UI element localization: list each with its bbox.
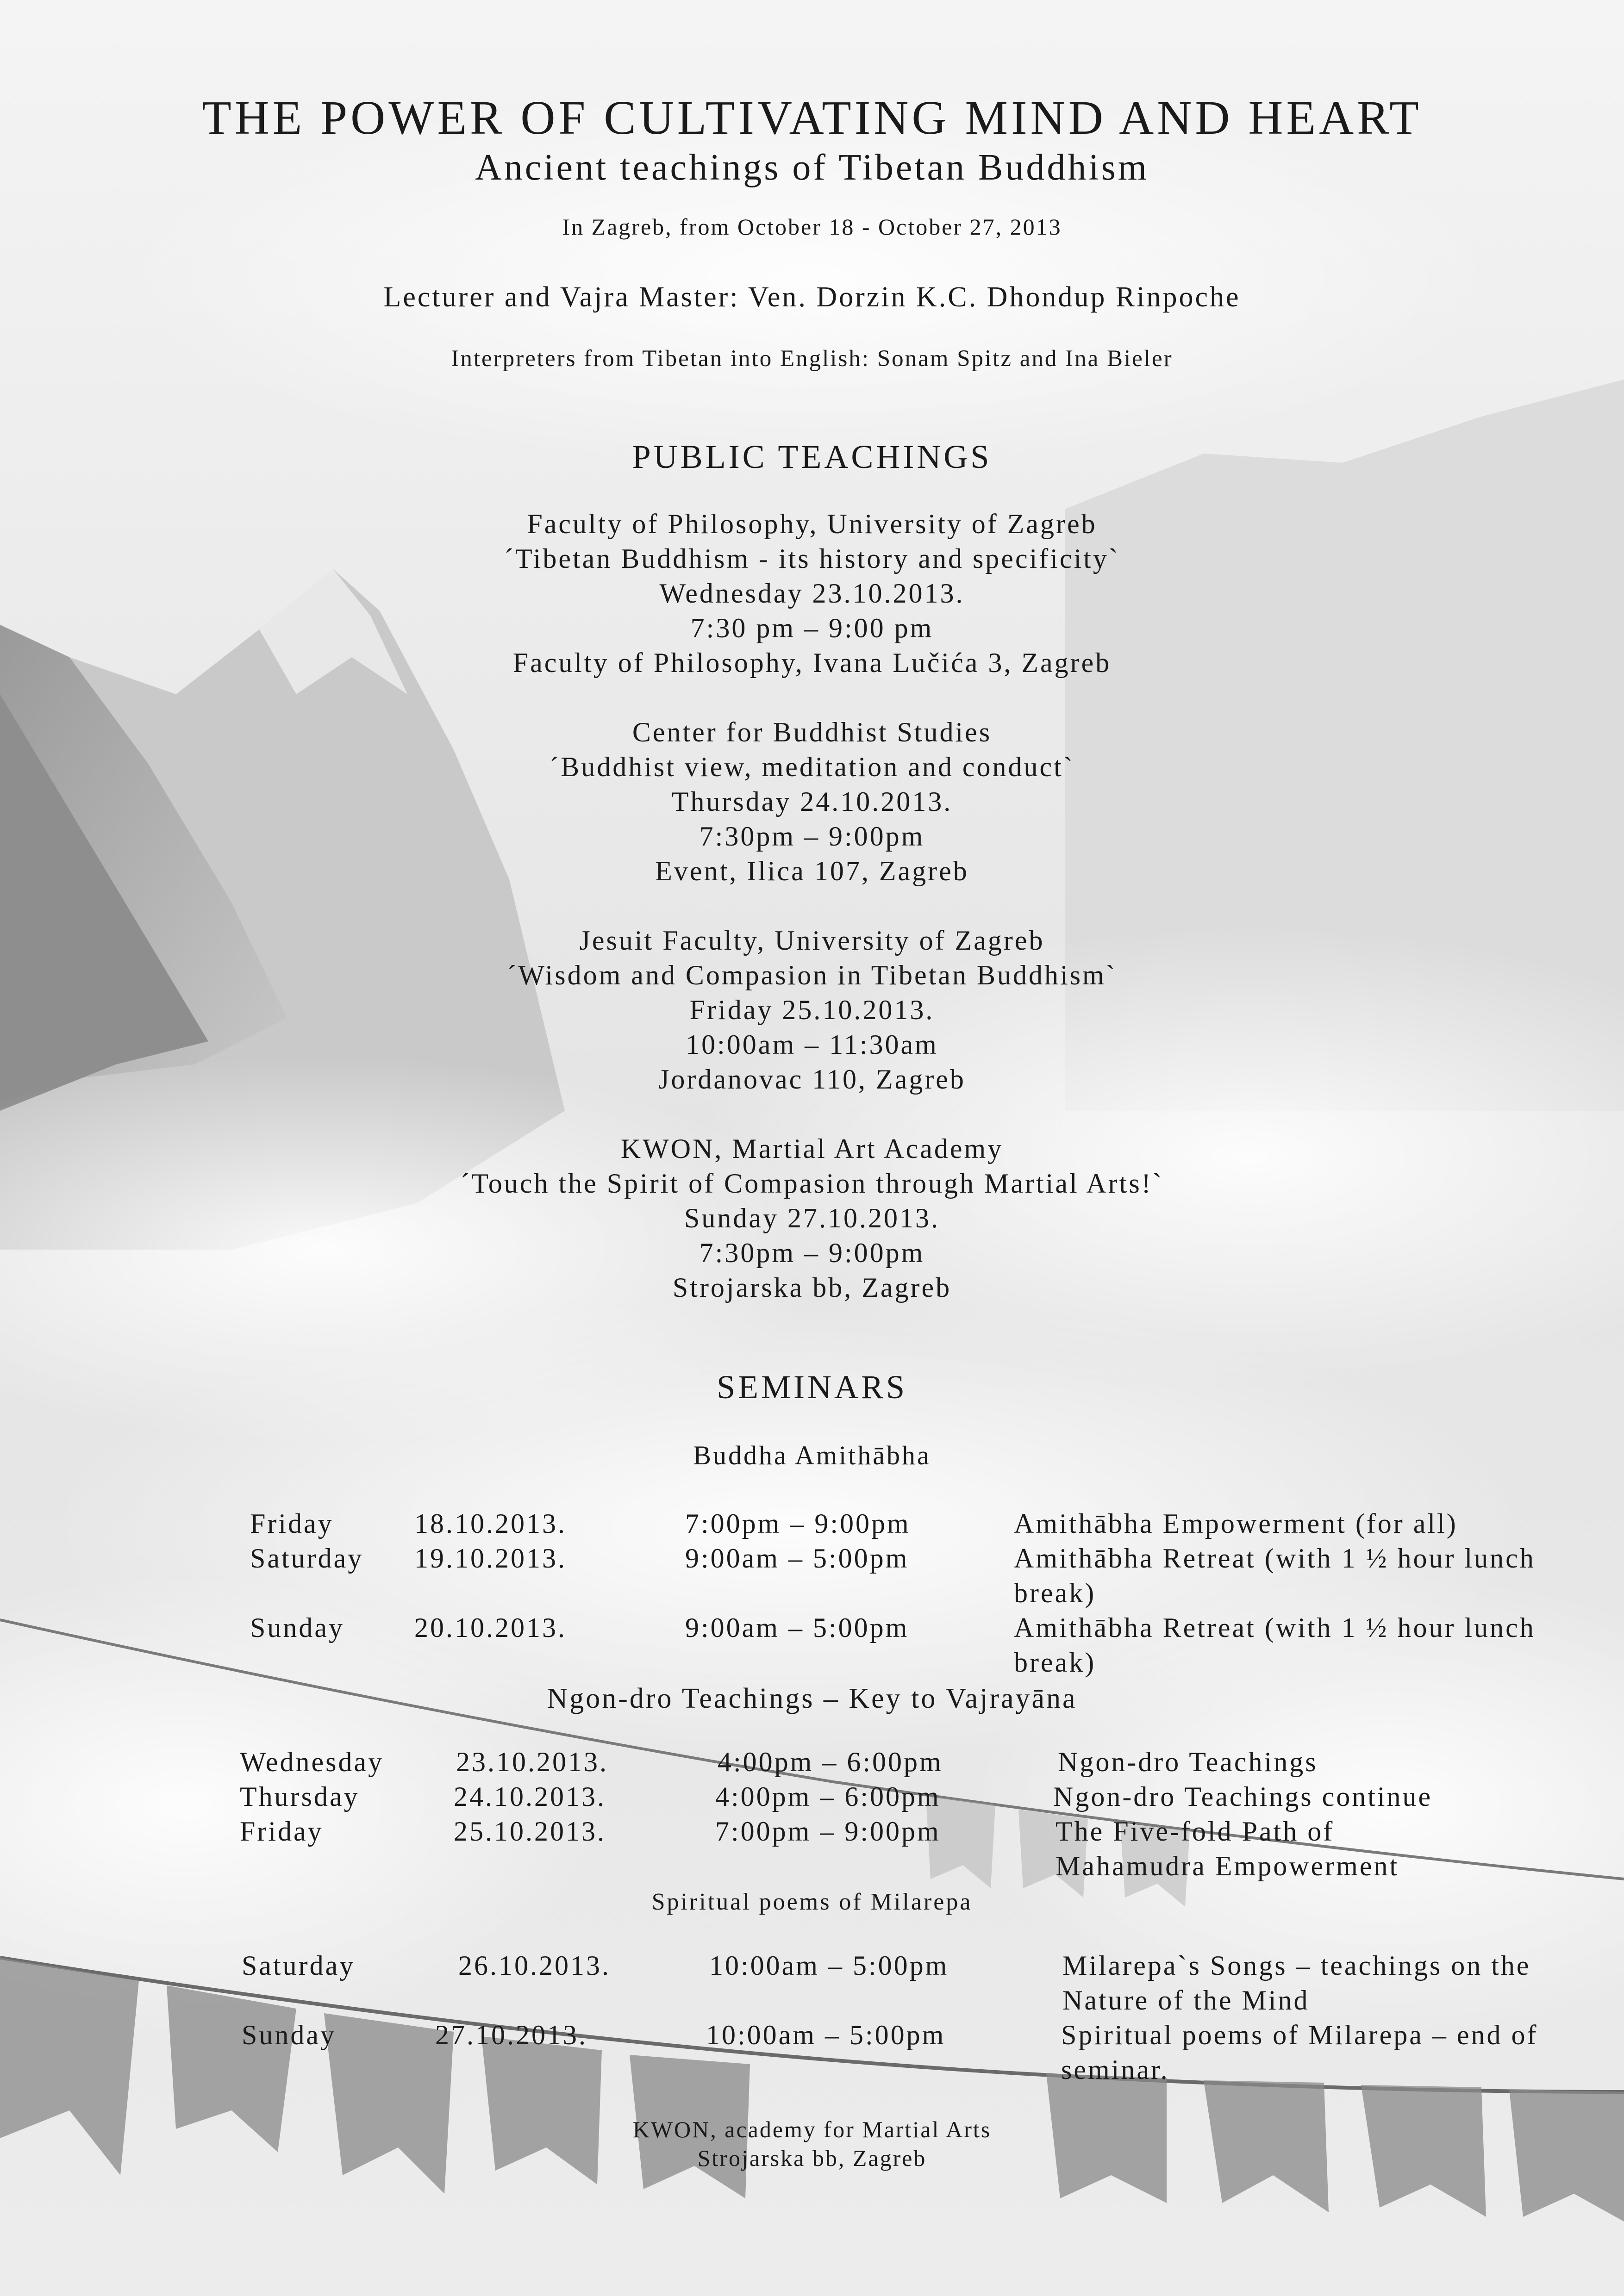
venue-topic: ´Wisdom and Compasion in Tibetan Buddhism` <box>507 960 1117 990</box>
event-dates: In Zagreb, from October 18 - October 27, 2013 <box>562 214 1062 240</box>
schedule-date: 23.10.2013. <box>456 1747 608 1777</box>
venue-topic: ´Buddhist view, meditation and conduct` <box>550 752 1074 782</box>
schedule-day: Saturday <box>242 1950 356 1981</box>
venue-date: Thursday 24.10.2013. <box>671 786 953 817</box>
schedule-topic: Amithābha Empowerment (for all) <box>1014 1508 1458 1539</box>
schedule-date: 26.10.2013. <box>458 1950 611 1981</box>
schedule-day: Wednesday <box>240 1747 384 1777</box>
venue-date: Sunday 27.10.2013. <box>684 1203 940 1233</box>
schedule-time: 9:00am – 5:00pm <box>685 1612 909 1643</box>
seminar-group-title: Buddha Amithābha <box>693 1440 931 1470</box>
schedule-time: 9:00am – 5:00pm <box>685 1543 909 1574</box>
schedule-day: Thursday <box>240 1781 360 1812</box>
venue-organizer: KWON, Martial Art Academy <box>620 1133 1004 1164</box>
schedule-date: 19.10.2013. <box>414 1543 567 1574</box>
schedule-date: 27.10.2013. <box>435 2020 587 2050</box>
venue-organizer: Jesuit Faculty, University of Zagreb <box>579 925 1045 956</box>
schedule-topic: Amithābha Retreat (with 1 ½ hour lunch break) <box>1014 1543 1536 1608</box>
schedule-date: 20.10.2013. <box>414 1612 567 1643</box>
footer-line: Strojarska bb, Zagreb <box>697 2145 927 2171</box>
schedule-time: 10:00am – 5:00pm <box>709 1950 949 1981</box>
schedule-time: 4:00pm – 6:00pm <box>718 1747 943 1777</box>
schedule-day: Sunday <box>250 1612 344 1643</box>
venue-block <box>0 1132 1624 1305</box>
venue-time: 7:30 pm – 9:00 pm <box>690 613 934 643</box>
venue-topic: ´Touch the Spirit of Compasion through Martial Arts!` <box>460 1168 1164 1199</box>
venue-place: Faculty of Philosophy, Ivana Lučića 3, Zagreb <box>512 647 1112 678</box>
schedule-time: 7:00pm – 9:00pm <box>715 1816 941 1847</box>
public-teachings-heading: PUBLIC TEACHINGS <box>632 438 992 475</box>
schedule-topic: Amithābha Retreat (with 1 ½ hour lunch break) <box>1014 1612 1536 1678</box>
schedule-topic: Spiritual poems of Milarepa – end of seminar. <box>1061 2020 1538 2085</box>
schedule-time: 7:00pm – 9:00pm <box>685 1508 911 1539</box>
schedule-day: Friday <box>240 1816 324 1847</box>
venue-place: Strojarska bb, Zagreb <box>672 1272 952 1303</box>
schedule-day: Friday <box>250 1508 334 1539</box>
venue-time: 7:30pm – 9:00pm <box>699 1238 925 1268</box>
venue-organizer: Center for Buddhist Studies <box>632 717 992 747</box>
lecturer-line: Lecturer and Vajra Master: Ven. Dorzin K.C. Dhondup Rinpoche <box>383 281 1241 313</box>
schedule-day: Saturday <box>250 1543 364 1574</box>
page-title: THE POWER OF CULTIVATING MIND AND HEART <box>202 91 1422 144</box>
schedule-topic: The Five-fold Path of Mahamudra Empowerment <box>1056 1816 1399 1881</box>
seminar-group-title: Ngon-dro Teachings – Key to Vajrayāna <box>547 1683 1077 1714</box>
venue-block <box>0 923 1624 1097</box>
schedule-topic: Milarepa`s Songs – teachings on the Nature of the Mind <box>1062 1950 1531 2016</box>
venue-block <box>0 715 1624 889</box>
venue-date: Friday 25.10.2013. <box>689 995 935 1025</box>
schedule-day: Sunday <box>242 2020 336 2050</box>
venue-place: Event, Ilica 107, Zagreb <box>655 856 969 886</box>
schedule-topic: Ngon-dro Teachings <box>1058 1747 1318 1777</box>
venue-time: 7:30pm – 9:00pm <box>699 821 925 852</box>
venue-block <box>0 507 1624 680</box>
footer-venue <box>0 2115 1624 2172</box>
seminar-group-title: Spiritual poems of Milarepa <box>651 1889 973 1915</box>
venue-time: 10:00am – 11:30am <box>686 1029 938 1060</box>
venue-organizer: Faculty of Philosophy, University of Zagreb <box>527 509 1097 539</box>
seminars-heading: SEMINARS <box>716 1369 908 1406</box>
schedule-topic: Ngon-dro Teachings continue <box>1053 1781 1433 1812</box>
venue-topic: ´Tibetan Buddhism - its history and specificity` <box>504 543 1120 574</box>
schedule-date: 25.10.2013. <box>454 1816 606 1847</box>
schedule-time: 4:00pm – 6:00pm <box>715 1781 941 1812</box>
venue-date: Wednesday 23.10.2013. <box>659 578 965 609</box>
schedule-time: 10:00am – 5:00pm <box>706 2020 946 2050</box>
page-subtitle: Ancient teachings of Tibetan Buddhism <box>475 147 1149 188</box>
footer-line: KWON, academy for Martial Arts <box>632 2116 992 2142</box>
interpreters-line: Interpreters from Tibetan into English: Sonam Spitz and Ina Bieler <box>451 346 1173 372</box>
schedule-date: 18.10.2013. <box>414 1508 567 1539</box>
schedule-date: 24.10.2013. <box>454 1781 606 1812</box>
venue-place: Jordanovac 110, Zagreb <box>658 1064 966 1095</box>
